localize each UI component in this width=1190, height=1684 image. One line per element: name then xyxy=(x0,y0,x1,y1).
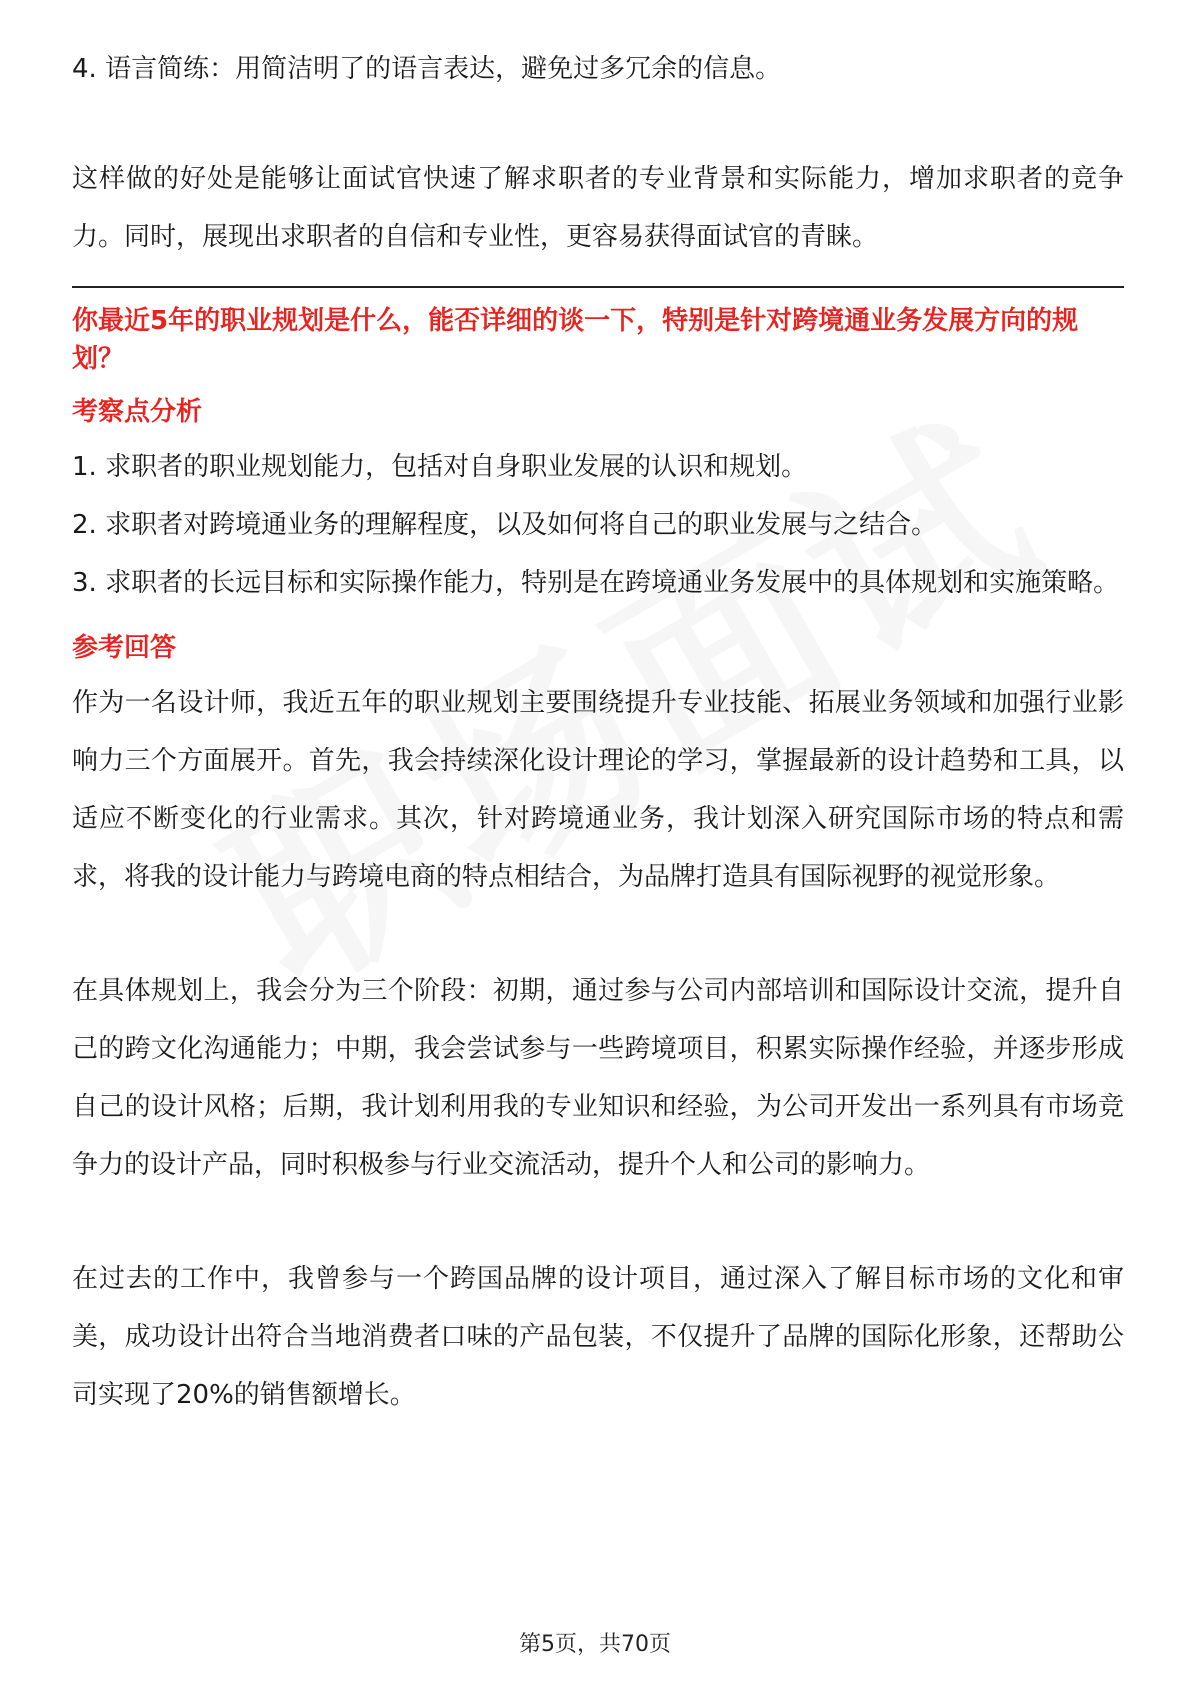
spacer xyxy=(72,906,1124,962)
spacer xyxy=(72,98,1124,150)
answer-paragraph-3: 在过去的工作中，我曾参与一个跨国品牌的设计项目，通过深入了解目标市场的文化和审美，成功设计出符合当地消费者口味的产品包装，不仅提升了品牌的国际化形象，还帮助公司实现了20%的销售额增长。 xyxy=(72,1264,1124,1410)
benefit-paragraph: 这样做的好处是能够让面试官快速了解求职者的专业背景和实际能力，增加求职者的竞争力。同时，展现出求职者的自信和专业性，更容易获得面试官的青睐。 xyxy=(72,164,1124,252)
analysis-item-3: 3. 求职者的长远目标和实际操作能力，特别是在跨境通业务发展中的具体规划和实施策略。 xyxy=(72,568,1120,598)
spacer xyxy=(72,1194,1124,1250)
analysis-item-2: 2. 求职者对跨境通业务的理解程度，以及如何将自己的职业发展与之结合。 xyxy=(72,510,938,540)
section-divider xyxy=(72,286,1124,288)
answer-paragraph-2: 在具体规划上，我会分为三个阶段：初期，通过参与公司内部培训和国际设计交流，提升自己的跨文化沟通能力；中期，我会尝试参与一些跨境项目，积累实际操作经验，并逐步形成自己的设计风格；后期，我计划利用我的专业知识和经验，为公司开发出一系列具有市场竞争力的设计产品，同时积极参与行业交流活动，提升个人和公司的影响力。 xyxy=(72,976,1124,1180)
question-heading: 你最近5年的职业规划是什么，能否详细的谈一下，特别是针对跨境通业务发展方向的规划？ xyxy=(72,306,1079,374)
answer-paragraph-1: 作为一名设计师，我近五年的职业规划主要围绕提升专业技能、拓展业务领域和加强行业影响力三个方面展开。首先，我会持续深化设计理论的学习，掌握最新的设计趋势和工具，以适应不断变化的行业需求。其次，针对跨境通业务，我计划深入研究国际市场的特点和需求，将我的设计能力与跨境电商的特点相结合，为品牌打造具有国际视野的视觉形象。 xyxy=(72,688,1124,892)
intro-list-item-4: 4. 语言简练：用简洁明了的语言表达，避免过多冗余的信息。 xyxy=(72,54,782,84)
analysis-title: 考察点分析 xyxy=(72,397,203,427)
page-number: 第5页，共70页 xyxy=(519,1632,671,1657)
answer-title: 参考回答 xyxy=(72,633,177,663)
document-page xyxy=(72,40,1124,1424)
analysis-item-1: 1. 求职者的职业规划能力，包括对自身职业发展的认识和规划。 xyxy=(72,452,808,482)
